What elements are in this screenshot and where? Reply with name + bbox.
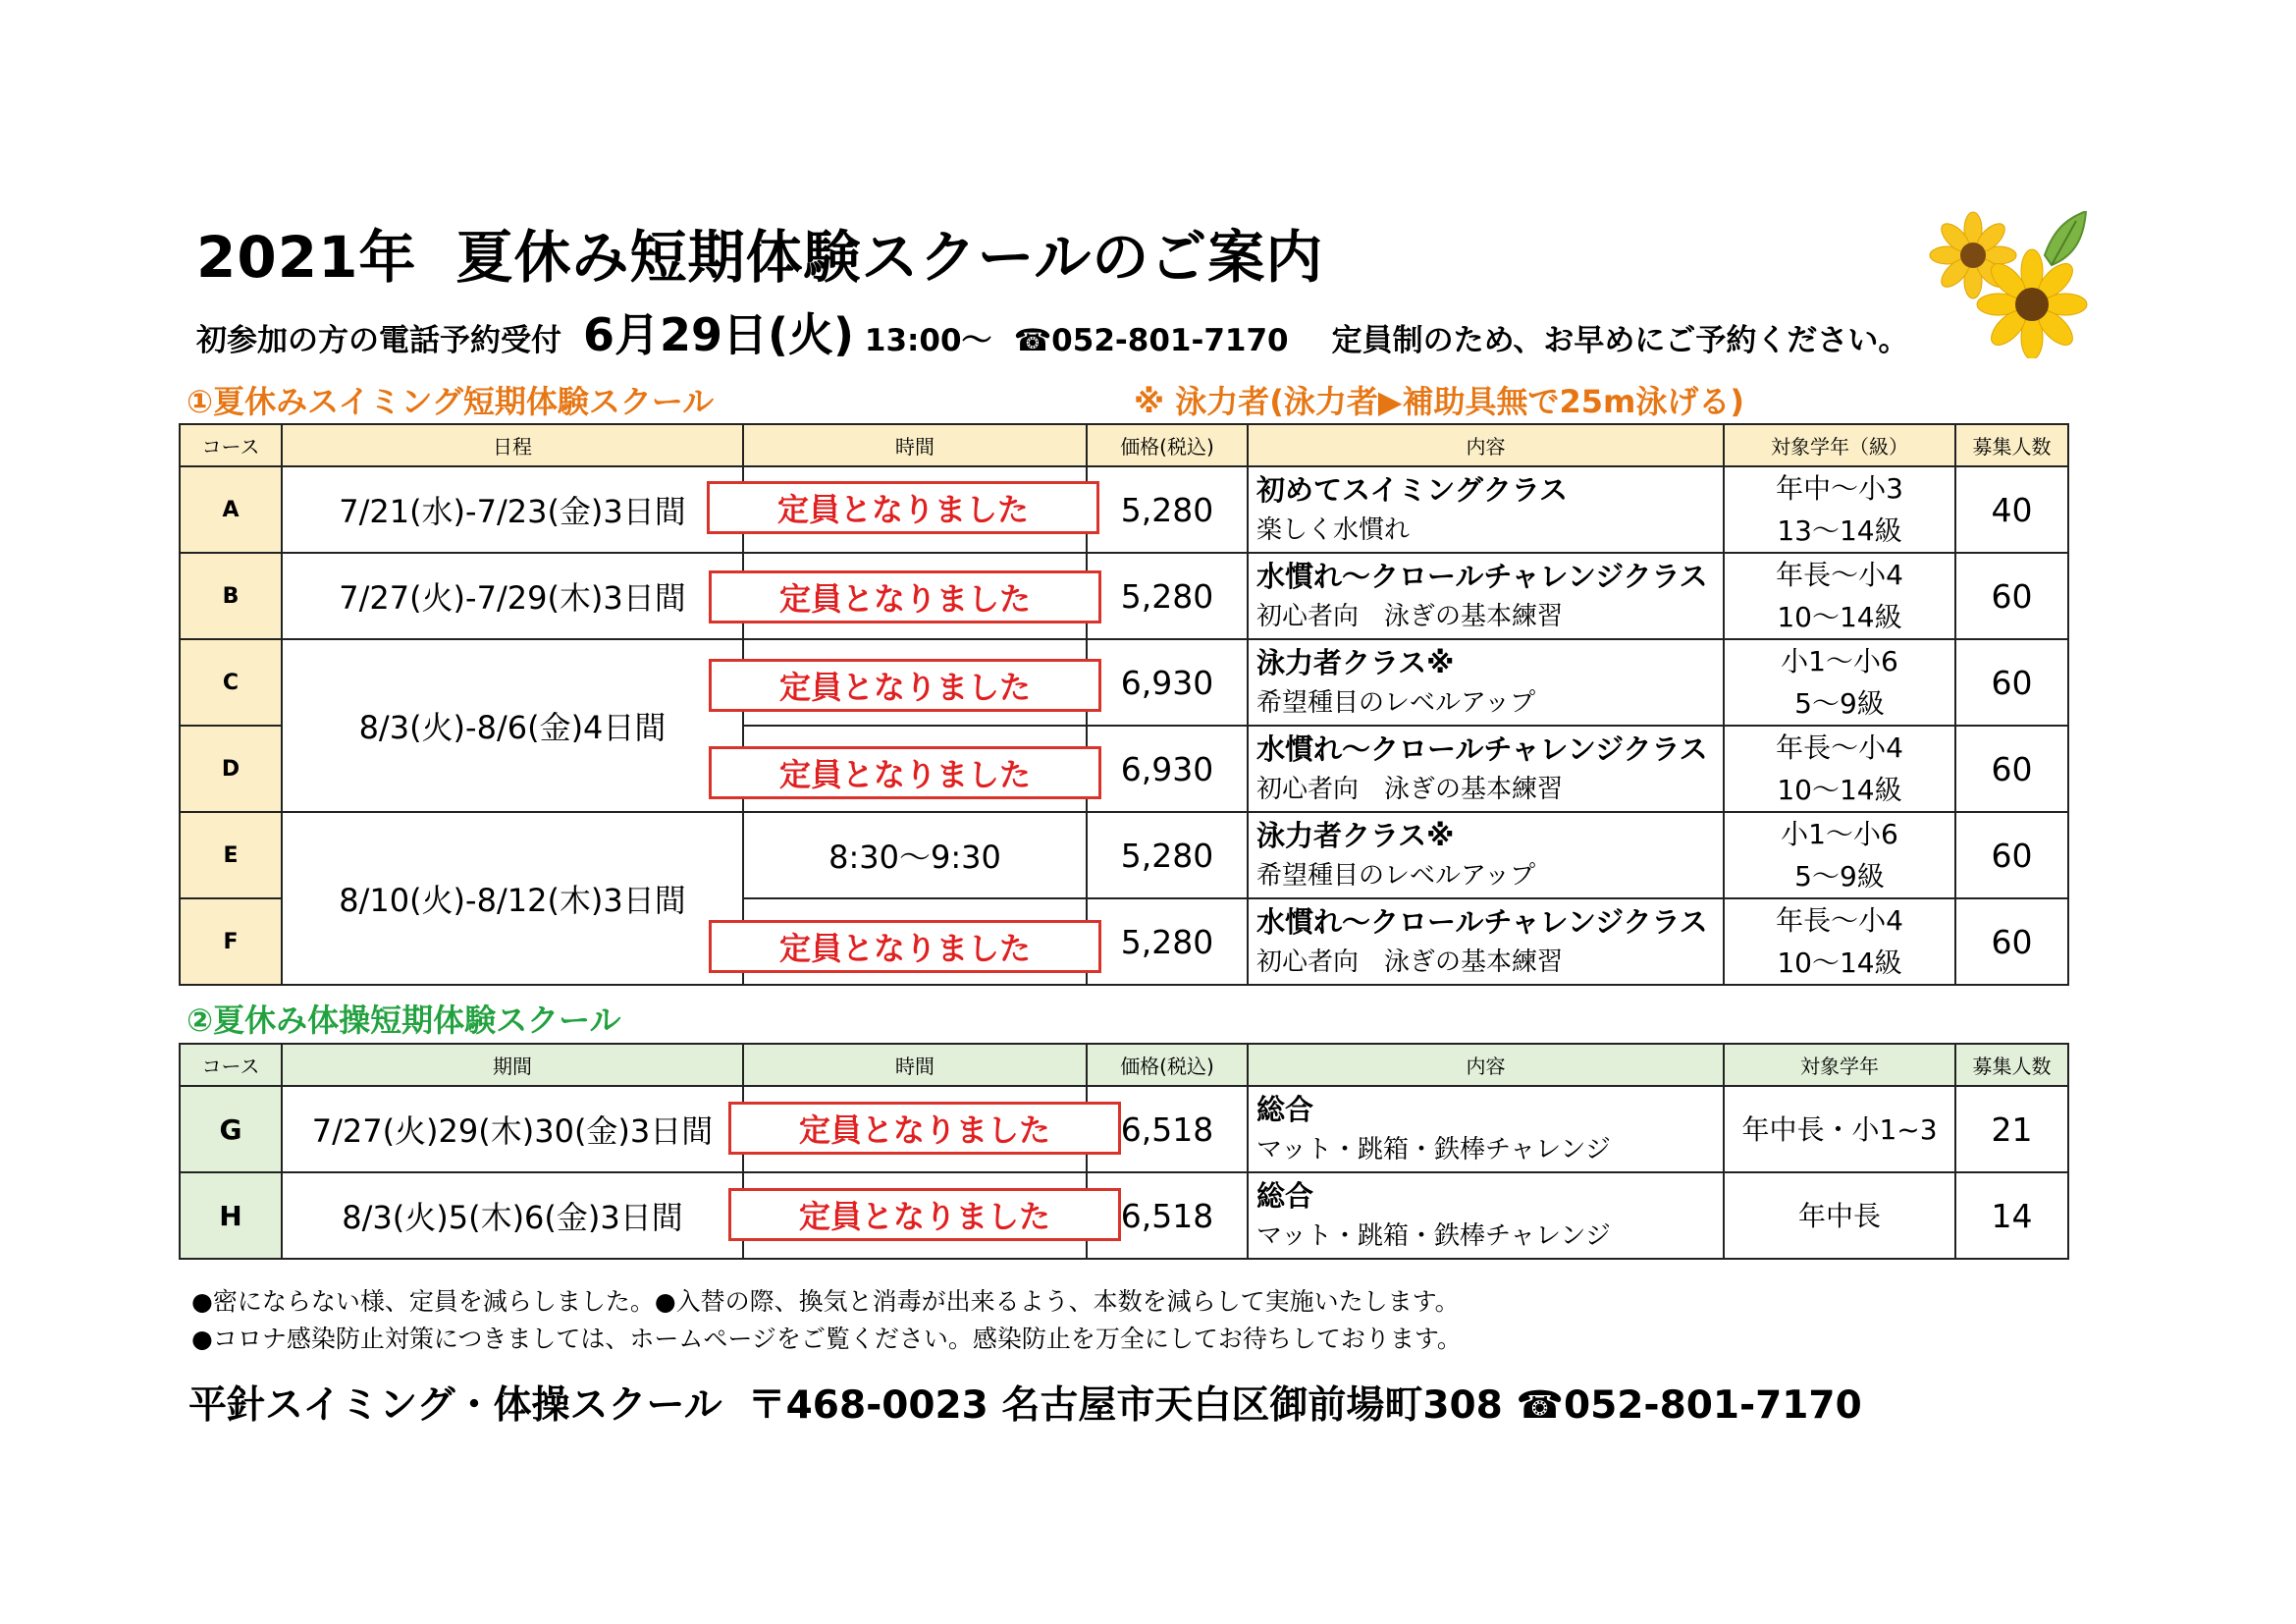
course-cell: F (180, 898, 282, 985)
capacity-cell: 60 (1955, 898, 2068, 985)
table-row (180, 812, 2068, 898)
full-status-badge: 定員となりました (709, 570, 1101, 623)
capacity-cell: 60 (1955, 553, 2068, 639)
capacity-cell: 60 (1955, 726, 2068, 812)
content-cell (1248, 466, 1724, 553)
date-cell: 8/3(火)-8/6(金)4日間 (282, 639, 743, 812)
content-sub: 初心者向 泳ぎの基本練習 (1256, 775, 1564, 804)
grade-cell (1724, 553, 1955, 639)
table-row (180, 1086, 2068, 1172)
header-period: 期間 (282, 1044, 743, 1086)
time-cell: 8:30～9:30 (743, 812, 1087, 898)
content-sub: 初心者向 泳ぎの基本練習 (1256, 947, 1564, 977)
header-course: コース (180, 1044, 282, 1086)
grade-cell (1724, 639, 1955, 726)
capacity-cell: 40 (1955, 466, 2068, 553)
grade-cell (1724, 812, 1955, 898)
date-cell: 8/3(火)5(木)6(金)3日間 (282, 1172, 743, 1259)
content-title: 水慣れ～クロールチャレンジクラス (1256, 905, 1708, 939)
content-cell (1248, 553, 1724, 639)
table-row (180, 553, 2068, 639)
content-title: 泳力者クラス※ (1256, 646, 1455, 679)
capacity-cell: 14 (1955, 1172, 2068, 1259)
course-cell: B (180, 553, 282, 639)
content-sub: 楽しく水慣れ (1256, 515, 1411, 545)
title-year: 2021年 (196, 224, 417, 291)
address: 名古屋市天白区御前場町308 (1001, 1383, 1503, 1428)
gym-header-row (180, 1044, 2068, 1086)
postal-code: 〒468-0023 (747, 1383, 988, 1428)
grade-age: 年長～小4 (1776, 904, 1903, 937)
header-capacity: 募集人数 (1955, 424, 2068, 466)
course-cell: D (180, 726, 282, 812)
table-row (180, 1172, 2068, 1259)
swim-remark: ※ 泳力者(泳力者▶補助具無で25m泳げる) (1134, 383, 1744, 420)
swim-table (179, 423, 2069, 986)
grade-age: 年長～小4 (1776, 731, 1903, 764)
price-cell: 5,280 (1087, 812, 1248, 898)
gym-heading: ②夏休み体操短期体験スクール (187, 1001, 621, 1039)
price-cell: 6,930 (1087, 726, 1248, 812)
full-status-badge: 定員となりました (709, 920, 1101, 973)
grade-level: 5～9級 (1794, 687, 1885, 720)
course-cell: C (180, 639, 282, 726)
page-title (196, 211, 1323, 294)
content-sub: 初心者向 泳ぎの基本練習 (1256, 602, 1564, 631)
course-cell: H (180, 1172, 282, 1259)
price-cell: 6,518 (1087, 1086, 1248, 1172)
capacity-cell: 21 (1955, 1086, 2068, 1172)
title-main: 夏休み短期体験スクールのご案内 (455, 224, 1324, 291)
grade-age: 年長～小4 (1776, 559, 1903, 591)
content-cell (1248, 898, 1724, 985)
content-cell (1248, 639, 1724, 726)
grade-cell: 年中長・小1~3 (1724, 1086, 1955, 1172)
content-sub: 希望種目のレベルアップ (1256, 688, 1536, 718)
price-cell: 5,280 (1087, 466, 1248, 553)
date-cell: 8/10(火)-8/12(木)3日間 (282, 812, 743, 985)
course-cell: A (180, 466, 282, 553)
content-title: 泳力者クラス※ (1256, 819, 1455, 852)
note-line: ●コロナ感染防止対策につきましては、ホームページをご覧ください。感染防止を万全にしてお待ちしております。 (191, 1325, 1462, 1353)
reservation-label: 初参加の方の電話予約受付 (196, 323, 561, 358)
content-title: 初めてスイミングクラス (1256, 473, 1568, 507)
reservation-line (196, 299, 1908, 364)
date-cell: 7/27(火)-7/29(木)3日間 (282, 553, 743, 639)
grade-age: 年中～小3 (1776, 472, 1903, 505)
grade-cell (1724, 898, 1955, 985)
footer-phone: ☎052-801-7170 (1516, 1383, 1862, 1428)
full-status-badge: 定員となりました (709, 746, 1101, 799)
swim-header-row (180, 424, 2068, 466)
price-cell: 5,280 (1087, 553, 1248, 639)
header-price: 価格(税込) (1087, 424, 1248, 466)
reservation-phone: ☎052-801-7170 (1013, 323, 1289, 358)
gym-table (179, 1043, 2069, 1260)
grade-cell (1724, 726, 1955, 812)
header-date: 日程 (282, 424, 743, 466)
capacity-cell: 60 (1955, 639, 2068, 726)
grade-age: 小1～小6 (1781, 645, 1898, 677)
grade-cell (1724, 466, 1955, 553)
header-grade: 対象学年（級） (1724, 424, 1955, 466)
full-status-badge: 定員となりました (707, 481, 1099, 534)
note-line: ●密にならない様、定員を減らしました。●入替の際、換気と消毒が出来るよう、本数を減らして実施いたします。 (191, 1287, 1460, 1316)
content-cell (1248, 812, 1724, 898)
footer-contact (188, 1375, 1862, 1430)
content-cell (1248, 726, 1724, 812)
header-grade: 対象学年 (1724, 1044, 1955, 1086)
content-cell (1248, 1172, 1724, 1259)
capacity-cell: 60 (1955, 812, 2068, 898)
full-status-badge: 定員となりました (728, 1188, 1121, 1241)
header-course: コース (180, 424, 282, 466)
content-sub: 希望種目のレベルアップ (1256, 861, 1536, 891)
table-row (180, 466, 2068, 553)
header-content: 内容 (1248, 1044, 1724, 1086)
price-cell: 5,280 (1087, 898, 1248, 985)
price-cell: 6,930 (1087, 639, 1248, 726)
sunflower-icon (1929, 211, 2096, 358)
date-cell: 7/27(火)29(木)30(金)3日間 (282, 1086, 743, 1172)
header-time: 時間 (743, 1044, 1087, 1086)
school-name: 平針スイミング・体操スクール (188, 1383, 722, 1428)
grade-level: 10～14級 (1777, 601, 1902, 633)
content-title: 総合 (1256, 1093, 1314, 1126)
content-title: 水慣れ～クロールチャレンジクラス (1256, 732, 1708, 766)
grade-level: 5～9級 (1794, 860, 1885, 893)
grade-level: 13～14級 (1777, 514, 1902, 547)
content-sub: マット・跳箱・鉄棒チャレンジ (1256, 1221, 1611, 1251)
table-row (180, 639, 2068, 726)
content-title: 水慣れ～クロールチャレンジクラス (1256, 560, 1708, 593)
header-time: 時間 (743, 424, 1087, 466)
grade-cell: 年中長 (1724, 1172, 1955, 1259)
course-cell: G (180, 1086, 282, 1172)
course-cell: E (180, 812, 282, 898)
reservation-time: 13:00～ (864, 323, 992, 358)
price-cell: 6,518 (1087, 1172, 1248, 1259)
date-cell: 7/21(水)-7/23(金)3日間 (282, 466, 743, 553)
grade-level: 10～14級 (1777, 947, 1902, 979)
full-status-badge: 定員となりました (728, 1102, 1121, 1155)
content-title: 総合 (1256, 1179, 1314, 1213)
content-sub: マット・跳箱・鉄棒チャレンジ (1256, 1135, 1611, 1164)
swim-heading: ①夏休みスイミング短期体験スクール (187, 383, 715, 420)
header-content: 内容 (1248, 424, 1724, 466)
reservation-date: 6月29日(火) (583, 308, 855, 361)
reservation-note: 定員制のため、お早めにご予約ください。 (1331, 323, 1909, 358)
header-capacity: 募集人数 (1955, 1044, 2068, 1086)
grade-age: 小1～小6 (1781, 818, 1898, 850)
content-cell (1248, 1086, 1724, 1172)
grade-level: 10～14級 (1777, 774, 1902, 806)
header-price: 価格(税込) (1087, 1044, 1248, 1086)
full-status-badge: 定員となりました (709, 659, 1101, 712)
